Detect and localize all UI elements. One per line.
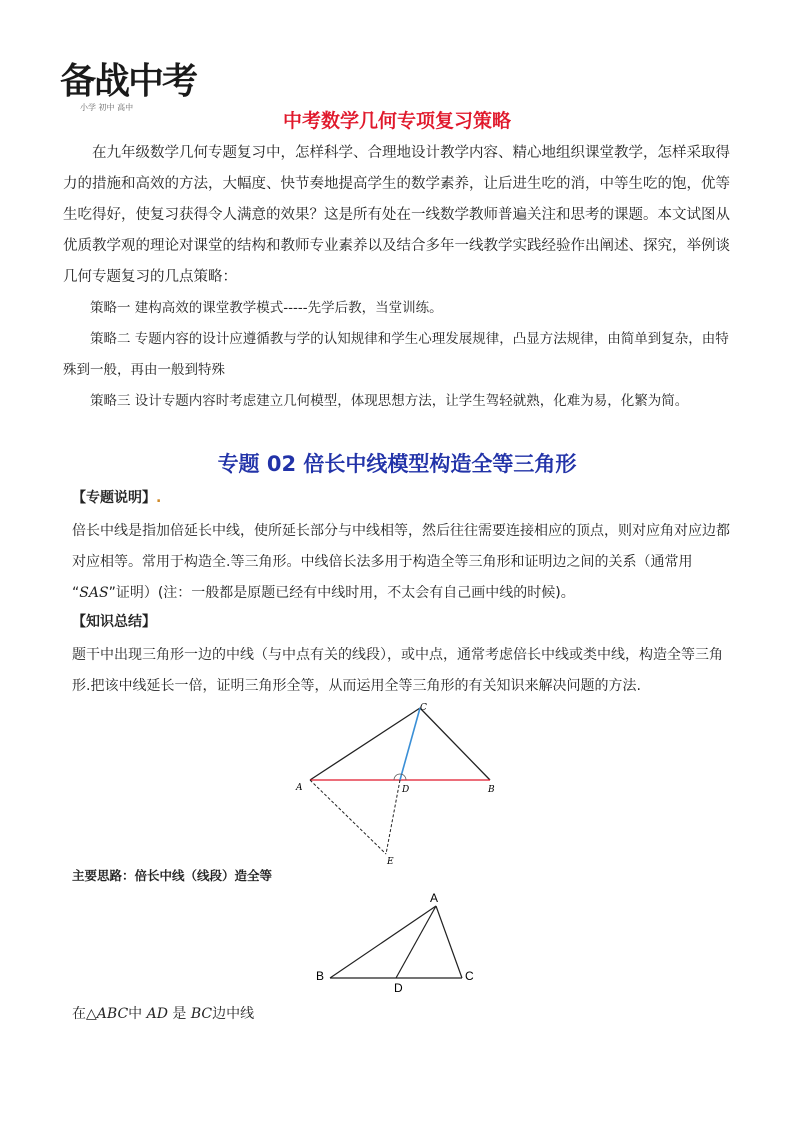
label-A: A [296,783,303,793]
stmt-abc: ABC [96,1006,129,1022]
section-heading-summary: 【知识总结】 [72,614,156,630]
stmt-ad: AD [146,1006,168,1022]
stmt-post: 边中线 [212,1006,255,1022]
segment-DE [386,780,400,854]
explanation-sas: SAS [79,585,109,601]
strategy-3: 策略三 设计专题内容时考虑建立几何模型，体现思想方法，让学生驾轻就熟，化难为易，化繁为简。 [90,393,689,409]
label-D: D [394,981,403,995]
section-heading-explanation [72,487,161,507]
stmt-mid: 中 [128,1006,147,1022]
segment-BA [330,906,436,978]
segment-AC [436,906,462,978]
segment-CB [420,708,490,780]
label-D: D [402,785,410,795]
topic-title: 专题 02 倍长中线模型构造全等三角形 [217,452,577,476]
median-statement [72,1003,254,1023]
segment-AE [310,780,386,854]
figure-doubled-median [290,700,510,870]
logo-mark: 备战中考 [60,61,197,102]
figure-median-triangle [310,890,490,995]
label-E: E [387,857,394,867]
intro-paragraph-block [63,138,735,293]
stmt-pre: 在△ [72,1006,97,1022]
segment-AD [396,906,436,978]
section-heading-dot: . [156,490,162,506]
strategy-2: 策略二 专题内容的设计应遵循教与学的认知规律和学生心理发展规律，凸显方法规律，由简单到复杂，由特殊到一般，再由一般到特殊 [63,331,729,378]
page-title: 中考数学几何专项复习策略 [282,110,511,132]
label-B: B [488,785,495,795]
strategy-1: 策略一 建构高效的课堂教学模式-----先学后教，当堂训练。 [90,300,443,316]
stmt-is: 是 [172,1006,191,1022]
explanation-quote-open: “ [72,585,80,601]
explanation-part-a: 倍长中线是指加倍延长中线，使所延长部分与中线相等，然后往往需要连接相应的顶点，则对应角对应边都对应相等。常用于构造全.等三角形。中线倍长法多用于构造全等三角形和证明边之间的关系（通常用 [72,523,730,570]
label-B: B [316,969,325,983]
explanation-text [72,516,734,609]
intro-paragraph: 在九年级数学几何专题复习中，怎样科学、合理地设计教学内容、精心地组织课堂教学，怎样采取得力的措施和高效的方法，大幅度、快节奏地提高学生的数学素养，让后进生吃的消，中等生吃的饱，优等生吃得好，使复习获得令人满意的效果？这是所有处在一线数学教师普遍关注和思考的课题。本文试图从优质教学观的理论对课堂的结构和教师专业素养以及结合多年一线教学实践经验作出阐述、探究，举例谈几何专题复习的几点策略： [63,145,730,285]
label-A: A [430,891,439,905]
label-C: C [465,969,474,983]
figure-caption: 主要思路：倍长中线（线段）造全等 [72,868,273,883]
logo-subtext: 小学 初中 高中 [80,103,134,112]
label-C: C [420,703,427,713]
summary-text: 题干中出现三角形一边的中线（与中点有关的线段），或中点，通常考虑倍长中线或类中线，构造全等三角形.把该中线延长一倍，证明三角形全等，从而运用全等三角形的有关知识来解决问题的方法. [72,647,723,694]
explanation-part-b: ”证明）(注：一般都是原题已经有中线时用，不太会有自己画中线的时候)。 [108,585,575,601]
stmt-bc: BC [190,1006,213,1022]
section-heading-text: 【专题说明】 [72,490,156,506]
